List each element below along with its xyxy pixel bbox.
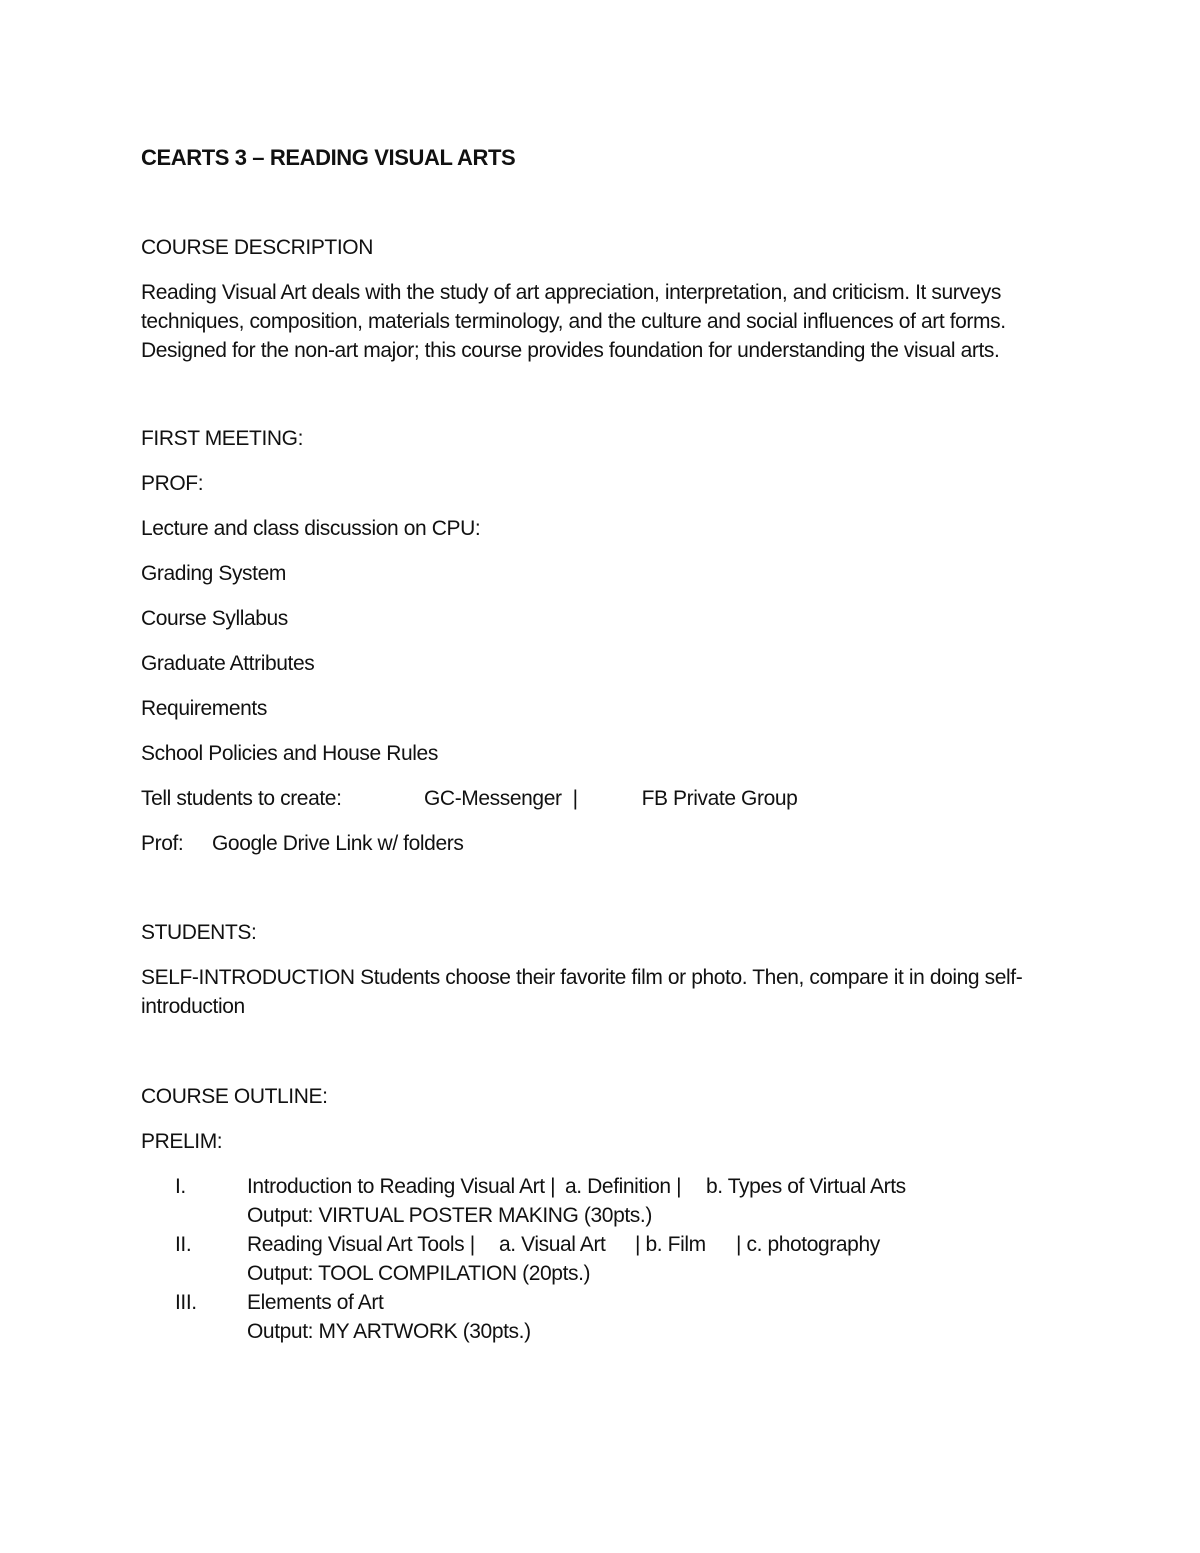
outline-item-part-a: a. Visual Art [499, 1233, 606, 1256]
students-heading: STUDENTS: [141, 921, 257, 944]
create-option-fb: FB Private Group [641, 787, 798, 810]
outline-item-output: Output: VIRTUAL POSTER MAKING (30pts.) [247, 1204, 652, 1227]
outline-item-part-c: | c. photography [736, 1233, 880, 1256]
outline-item-output: Output: TOOL COMPILATION (20pts.) [247, 1262, 591, 1285]
prof-drive-line [141, 829, 1041, 874]
outline-item [141, 1288, 1041, 1346]
first-meeting-item: Grading System [141, 562, 286, 585]
first-meeting-heading: FIRST MEETING: [141, 427, 304, 450]
create-line [141, 784, 1041, 829]
first-meeting-item: School Policies and House Rules [141, 742, 438, 765]
outline-item [141, 1172, 1041, 1230]
document-body [141, 141, 1041, 1346]
outline-item-part-a: a. Definition | [565, 1175, 682, 1198]
create-label: Tell students to create: [141, 787, 342, 810]
outline-item-number: III. [175, 1291, 197, 1314]
outline-item-number: II. [175, 1233, 192, 1256]
outline-item-title: Introduction to Reading Visual Art | [247, 1175, 556, 1198]
prof-label: PROF: [141, 472, 204, 495]
create-separator: | [572, 787, 578, 810]
create-option-gc: GC-Messenger [424, 787, 562, 810]
outline-item-part-b: | b. Film [635, 1233, 706, 1256]
course-outline-heading: COURSE OUTLINE: [141, 1085, 328, 1108]
outline-item-part-b: b. Types of Virtual Arts [706, 1175, 906, 1198]
students-text: SELF-INTRODUCTION Students choose their favorite film or photo. Then, compare it in doing self-introduction [141, 966, 1023, 1018]
outline-item-title: Reading Visual Art Tools | [247, 1233, 475, 1256]
outline-item-output: Output: MY ARTWORK (30pts.) [247, 1320, 531, 1343]
prof-drive-label: Prof: [141, 832, 184, 855]
outline-item-number: I. [175, 1175, 186, 1198]
first-meeting-item: Course Syllabus [141, 607, 288, 630]
first-meeting-item: Graduate Attributes [141, 652, 315, 675]
first-meeting-item: Lecture and class discussion on CPU: [141, 517, 481, 540]
course-description-heading: COURSE DESCRIPTION [141, 236, 373, 259]
document-title: CEARTS 3 – READING VISUAL ARTS [141, 145, 516, 170]
first-meeting-item: Requirements [141, 697, 267, 720]
outline-item-title: Elements of Art [247, 1291, 384, 1314]
prof-drive-text: Google Drive Link w/ folders [212, 832, 464, 855]
course-outline-list [141, 1172, 1041, 1346]
outline-item [141, 1230, 1041, 1288]
course-description-text: Reading Visual Art deals with the study of art appreciation, interpretation, and criticism. It surveys techniques, composition, materials terminology, and the culture and social influences of art forms. Designed for the non-art major; this course provides foundation for understanding the visual arts. [141, 281, 1006, 362]
term-label: PRELIM: [141, 1130, 223, 1153]
